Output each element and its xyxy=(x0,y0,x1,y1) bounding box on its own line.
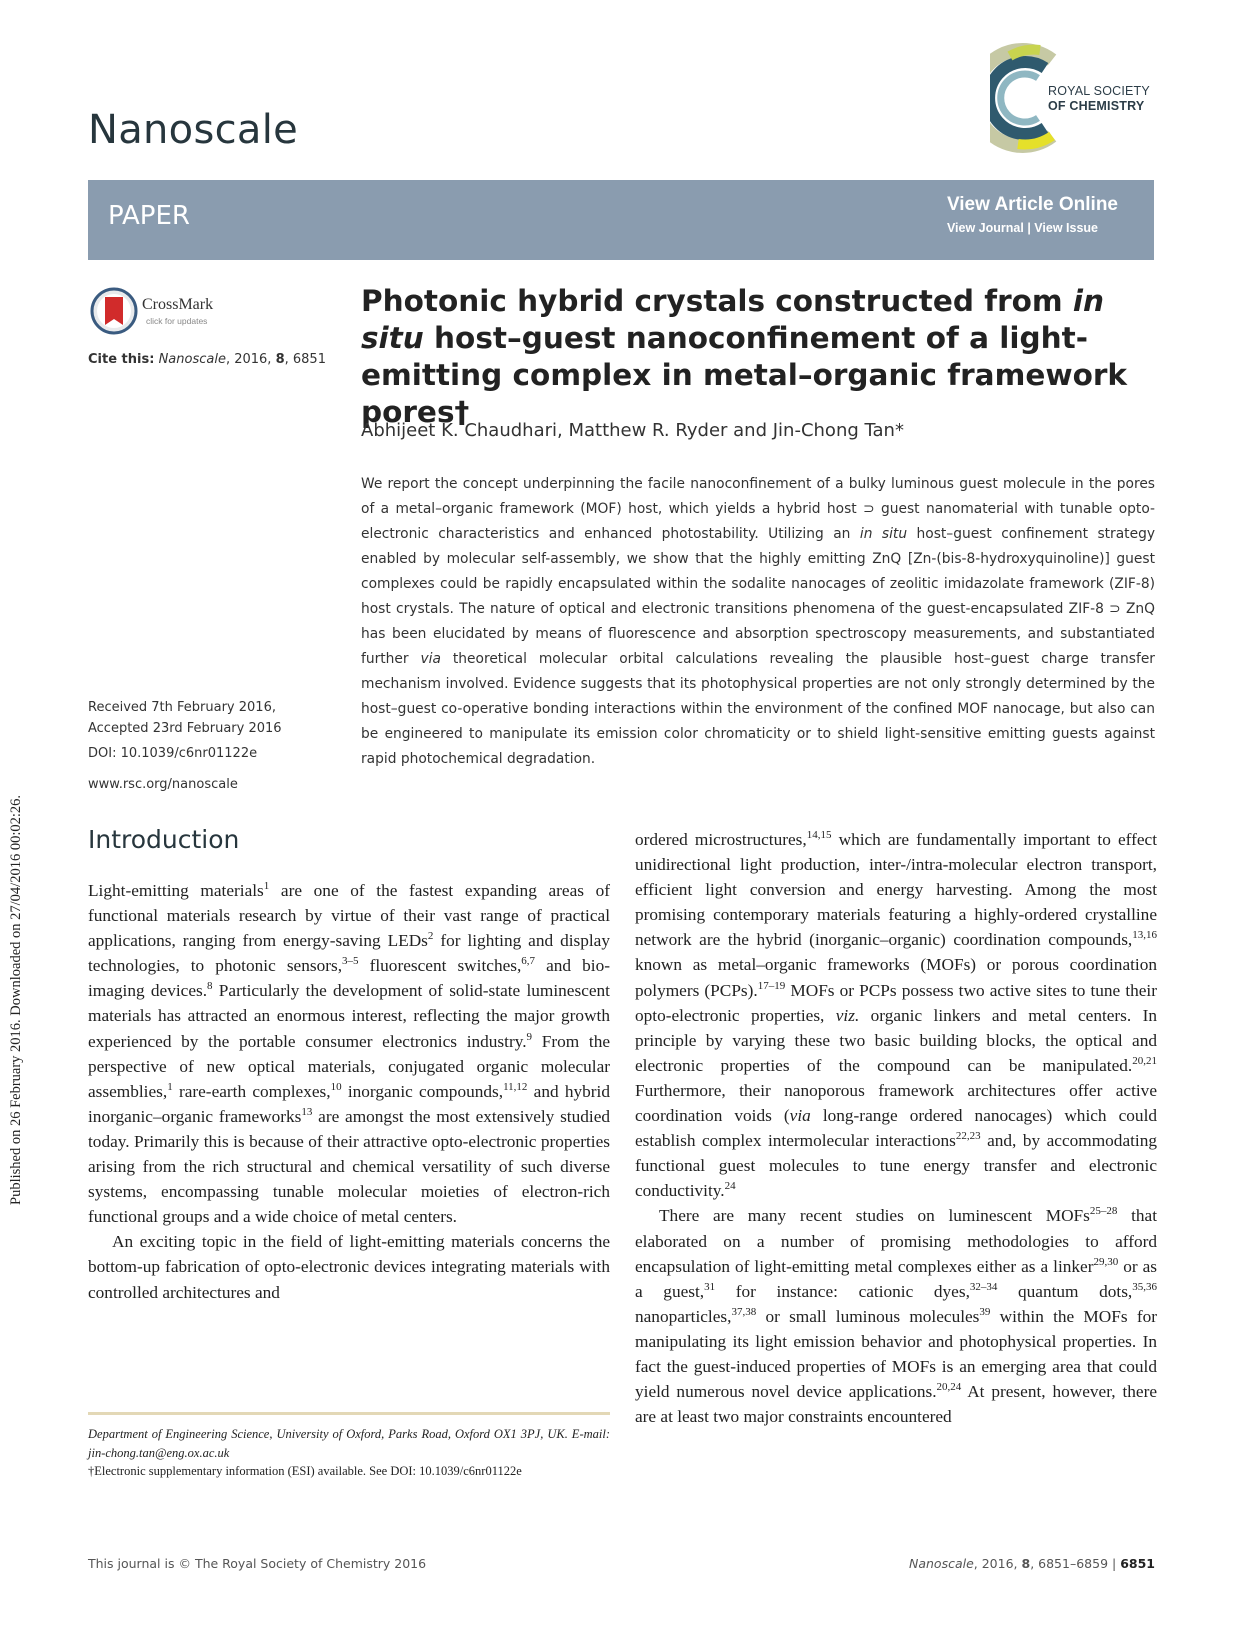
footer-journal: Nanoscale xyxy=(908,1556,974,1571)
title-part-2: host–guest nanoconfinement of a light-emitting complex in metal–organic framework pores xyxy=(361,321,1128,429)
logo-line-1: ROYAL SOCIETY xyxy=(1048,84,1150,98)
citation-ref[interactable]: 1 xyxy=(263,880,270,893)
citation-ref[interactable]: 20,24 xyxy=(936,1381,962,1394)
rsc-logo[interactable] xyxy=(990,40,1160,155)
abstract-text: We report the concept underpinning the facile nanoconfinement of a bulky luminous guest molecule in the pores of a metal–organic framework (MOF) host, which yields a hybrid host ⊃ guest nanomaterial with tunable opto-electronic characteristics and enhanced photostability. Utilizing an xyxy=(361,476,1155,542)
paragraph: An exciting topic in the field of light-emitting materials concerns the bottom-up fabrication of opto-electronic devices integrating materials with controlled architectures and xyxy=(88,1232,610,1302)
citation-ref[interactable]: 20,21 xyxy=(1132,1055,1157,1068)
logo-line-2: OF CHEMISTRY xyxy=(1048,99,1145,113)
author-affiliation: Department of Engineering Science, University of Oxford, Parks Road, Oxford OX1 3PJ, UK. E-mail: jin-chong.tan@eng.ox.ac.uk xyxy=(88,1427,610,1460)
journal-title: Nanoscale xyxy=(88,107,299,153)
page-number: 6851 xyxy=(1120,1556,1155,1571)
citation-ref[interactable]: 6,7 xyxy=(521,955,536,968)
article-title xyxy=(361,283,1161,431)
citation-ref[interactable]: 32–34 xyxy=(969,1280,998,1293)
doi: DOI: 10.1039/c6nr01122e xyxy=(88,746,258,761)
citation-ref[interactable]: 39 xyxy=(979,1306,991,1319)
footnote-divider xyxy=(88,1412,610,1415)
paragraph: ordered microstructures,$^{14,15}$ which are fundamentally important to effect unidirectional light production, inter-/intra-molecular electron transport, efficient light conversion and energy harvesting. Among the most promising contemporary materials featuring a highly-ordered crystalline network are the hybrid (inorganic–organic) coordination compounds,$^{13,16}$ known as metal–organic frameworks (MOFs) or porous coordination polymers (PCPs).$^{17-19}$ MOFs or PCPs possess two active sites to tune their opto-electronic properties, viz. organic linkers and metal centers. In principle by varying these two basic building blocks, the optical and electronic properties of the compound can be manipulated.$^{20,21}$ Furthermore, their nanoporous framework architectures offer active coordination voids (via long-range ordered nanocages) which could establish complex intermolecular interactions$^{22,23}$ and, by accommodating functional guest molecules to tune energy transfer and electronic conductivity.$^{24}$ xyxy=(635,829,1158,1201)
view-links xyxy=(947,221,1098,235)
received-date: Received 7th February 2016, xyxy=(88,700,276,715)
abstract-text: theoretical molecular orbital calculations revealing the plausible host–guest charge transfer mechanism involved. Evidence suggests that its photophysical properties are not only strongly determined by the host–guest co-operative bonding interactions within the environment of the confined MOF nanocage, but also can be engineered to manipulate its emission color chromaticity or to shield light-sensitive emitting guests against rapid photochemical degradation. xyxy=(361,651,1155,767)
citation-ref[interactable]: 3–5 xyxy=(342,955,359,968)
journal-website-link[interactable]: www.rsc.org/nanoscale xyxy=(88,777,238,792)
citation-ref[interactable]: 10 xyxy=(330,1080,342,1093)
link-separator: | xyxy=(1027,221,1031,235)
publication-date-note: Published on 26 February 2016. Downloaded on 27/04/2016 00:02:26. xyxy=(8,794,24,1205)
cite-page: , 6851 xyxy=(284,352,326,367)
citation-ref[interactable]: 25–28 xyxy=(1089,1205,1118,1218)
accepted-date: Accepted 23rd February 2016 xyxy=(88,721,282,736)
abstract-italic: in situ xyxy=(859,526,908,542)
body-column-right xyxy=(635,827,1157,1429)
crossmark-badge[interactable] xyxy=(90,287,240,335)
citation-ref[interactable]: 11,12 xyxy=(503,1080,528,1093)
citation-ref[interactable]: 24 xyxy=(724,1180,736,1193)
crossmark-sub: click for updates xyxy=(146,316,208,326)
citation-ref[interactable]: 14,15 xyxy=(806,829,832,842)
view-issue-link[interactable]: View Issue xyxy=(1034,221,1098,235)
citation-ref[interactable]: 22,23 xyxy=(955,1130,981,1143)
citation-info xyxy=(88,352,326,367)
abstract-text: host–guest confinement strategy enabled by molecular self-assembly, we show that the highly emitting ZnQ [Zn-(bis-8-hydroxyquinoline)] guest complexes could be rapidly encapsulated within the sodalite nanocages of zeolitic imidazolate framework (ZIF-8) host crystals. The nature of optical and electronic transitions phenomena of the guest-encapsulated ZIF-8 ⊃ ZnQ has been elucidated by means of fluorescence and absorption spectroscopy measurements, and substantiated further xyxy=(361,526,1155,667)
citation-ref[interactable]: 29,30 xyxy=(1093,1255,1119,1268)
cite-journal: Nanoscale xyxy=(158,352,226,367)
author-list: Abhijeet K. Chaudhari, Matthew R. Ryder and Jin-Chong Tan* xyxy=(361,420,904,441)
esi-note: †Electronic supplementary information (ESI) available. See DOI: 10.1039/c6nr01122e xyxy=(88,1464,522,1478)
citation-ref[interactable]: 2 xyxy=(427,930,434,943)
crossmark-label: CrossMark xyxy=(142,296,214,313)
body-column-left xyxy=(88,878,610,1305)
footer-citation xyxy=(909,1556,1155,1571)
article-type-label: PAPER xyxy=(108,201,190,231)
citation-ref[interactable]: 13 xyxy=(301,1106,313,1119)
crossmark-icon xyxy=(90,287,138,335)
citation-ref[interactable]: 35,36 xyxy=(1132,1280,1158,1293)
citation-ref[interactable]: 9 xyxy=(526,1030,533,1043)
cite-prefix: Cite this: xyxy=(88,352,155,367)
citation-ref[interactable]: 17–19 xyxy=(757,979,786,992)
cite-volume: 8 xyxy=(275,352,285,367)
abstract xyxy=(361,472,1155,772)
view-journal-link[interactable]: View Journal xyxy=(946,221,1024,235)
footer-copyright: This journal is © The Royal Society of Chemistry 2016 xyxy=(88,1556,427,1571)
article-type-banner xyxy=(88,180,1154,260)
citation-ref[interactable]: 13,16 xyxy=(1132,929,1157,942)
footnotes xyxy=(88,1425,610,1481)
title-italic: in situ xyxy=(361,284,1105,355)
citation-ref[interactable]: 8 xyxy=(207,980,213,993)
esi-dagger: † xyxy=(454,395,470,429)
paragraph: Light-emitting materials$^1$ are one of the fastest expanding areas of functional materials research by virtue of their vast range of practical applications, ranging from energy-saving LEDs$^2$ for lighting and display technologies, to photonic sensors,$^{3-5}$ fluorescent switches,$^{6,7}$ and bio-imaging devices.$^8$ Particularly the development of solid-state luminescent materials has attracted an enormous interest, reflecting the major growth experienced by the portable consumer electronics industry.$^9$ From the perspective of new optical materials, conjugated organic molecular assemblies,$^1$ rare-earth complexes,$^{10}$ inorganic compounds,$^{11,12}$ and hybrid inorganic–organic frameworks$^{13}$ are amongst the most extensively studied today. Primarily this is because of their attractive opto-electronic properties arising from the rich structural and chemical versatility of such diverse systems, encompassing tunable molecular moieties of electron-rich functional groups and a wide choice of metal centers. xyxy=(88,880,611,1227)
citation-ref[interactable]: 37,38 xyxy=(731,1306,757,1319)
footer-separator: | xyxy=(1108,1556,1121,1571)
footer-volume: 8 xyxy=(1021,1556,1031,1571)
abstract-italic: via xyxy=(420,651,441,667)
footer-range: , 6851–6859 xyxy=(1030,1556,1109,1571)
citation-ref[interactable]: 31 xyxy=(704,1280,716,1293)
section-heading-introduction: Introduction xyxy=(88,825,240,854)
footer-year: , 2016, xyxy=(973,1556,1022,1571)
paragraph: There are many recent studies on luminescent MOFs$^{25-28}$ that elaborated on a number of promising methodologies to afford encapsulation of light-emitting metal complexes either as a linker$^{29,30}$ or as a guest,$^{31}$ for instance: cationic dyes,$^{32-34}$ quantum dots,$^{35,36}$ nanoparticles,$^{37,38}$ or small luminous molecules$^{39}$ within the MOFs for manipulating its light emission behavior and photophysical properties. In fact the guest-induced properties of MOFs is an emerging area that could yield numerous novel device applications.$^{20,24}$ At present, however, there are at least two major constraints encountered xyxy=(635,1205,1158,1427)
view-article-online-link[interactable]: View Article Online xyxy=(946,194,1118,215)
cite-year: , 2016, xyxy=(225,352,276,367)
citation-ref[interactable]: 1 xyxy=(167,1080,173,1093)
title-part-1: Photonic hybrid crystals constructed from xyxy=(361,284,1073,318)
